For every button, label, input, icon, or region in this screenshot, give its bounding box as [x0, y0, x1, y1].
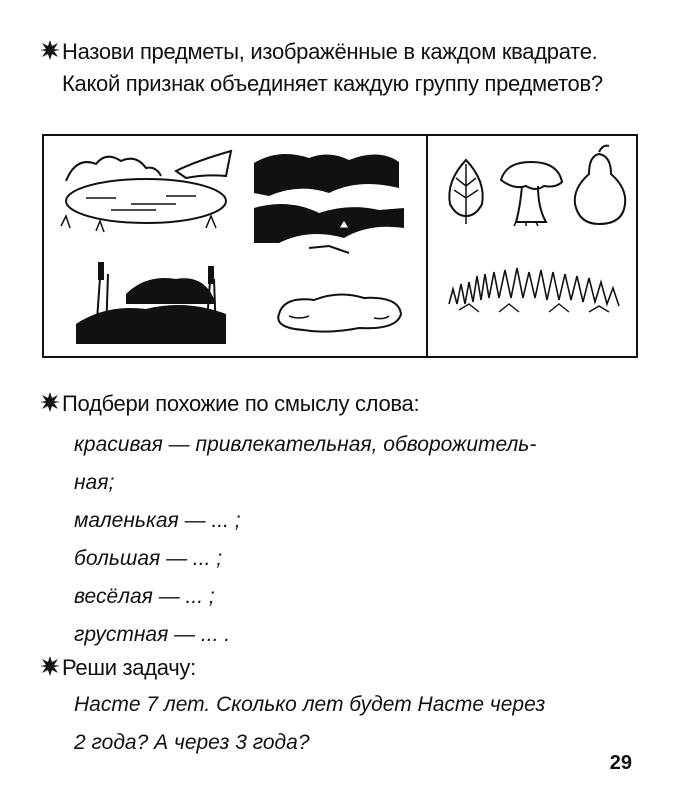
synonym-list: [74, 426, 642, 654]
problem-text: [74, 686, 642, 762]
puddle-icon: [269, 286, 409, 336]
star-bullet-icon: [40, 392, 62, 412]
picture-frame: [42, 134, 638, 358]
frame-divider: [426, 136, 428, 356]
problem-line: 2 года? А через 3 года?: [74, 731, 310, 754]
task-2-title: Подбери похожие по смыслу слова:: [62, 391, 420, 416]
synonym-line: весёлая — ... ;: [74, 585, 215, 608]
synonym-line: ная;: [74, 471, 115, 494]
synonym-line: красивая — привлекательная, обворожитель-: [74, 433, 537, 456]
pond-with-trees-icon: [56, 146, 236, 236]
mushroom-icon: [496, 158, 566, 228]
task-1-text: Назови предметы, изображённые в каждом квадрате. Какой признак объединяет каждую группу предметов?: [62, 39, 603, 96]
river-landscape-icon: [249, 148, 409, 260]
reeds-by-water-icon: [66, 254, 236, 346]
task-2: [40, 388, 642, 654]
synonym-line: маленькая — ... ;: [74, 509, 241, 532]
star-bullet-icon: [40, 656, 62, 676]
synonym-line: большая — ... ;: [74, 547, 223, 570]
problem-line: Насте 7 лет. Сколько лет будет Насте через: [74, 693, 546, 716]
synonym-line: грустная — ... .: [74, 623, 231, 646]
page-number: 29: [609, 752, 632, 774]
star-bullet-icon: [40, 40, 62, 60]
pear-icon: [569, 144, 631, 228]
leaf-icon: [442, 156, 490, 226]
grass-icon: [439, 254, 629, 319]
task-3-title: Реши задачу:: [62, 655, 196, 680]
task-1: [40, 36, 642, 100]
task-3: [40, 652, 642, 762]
